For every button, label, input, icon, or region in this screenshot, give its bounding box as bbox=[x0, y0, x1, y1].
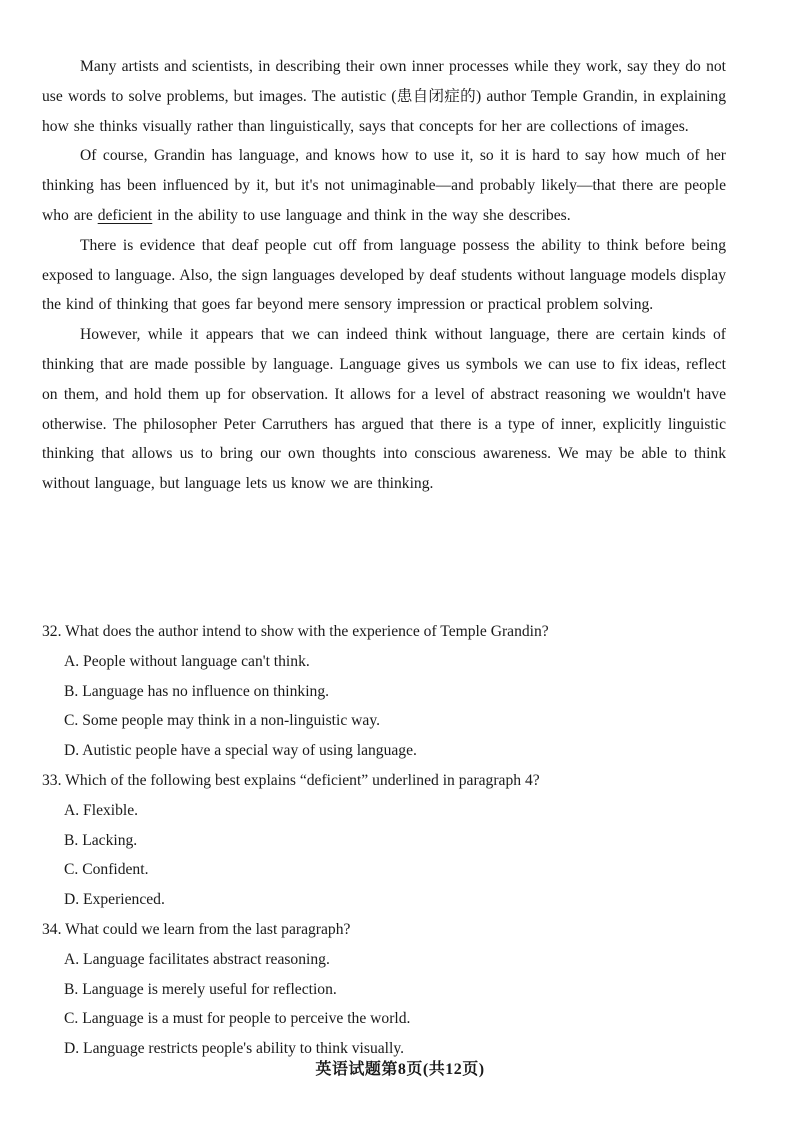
option-b: B. Language has no influence on thinking. bbox=[64, 682, 330, 700]
option-b: B. Lacking. bbox=[64, 831, 138, 849]
option-b: B. Language is merely useful for reflection. bbox=[64, 980, 337, 998]
option-c: C. Some people may think in a non-linguistic way. bbox=[64, 712, 381, 730]
paragraph-2 bbox=[42, 141, 726, 230]
question-34 bbox=[42, 915, 732, 1064]
page-footer: 英语试题第8页(共12页) bbox=[315, 1061, 485, 1078]
option-a: A. Language facilitates abstract reasoning. bbox=[64, 950, 330, 968]
underlined-word-deficient: deficient bbox=[97, 206, 153, 224]
paragraph-3: There is evidence that deaf people cut off from language possess the ability to think before being exposed to language. Also, the sign languages developed by deaf students without language models display the kind of thinking that goes far beyond mere sensory impression or practical problem solving. bbox=[42, 236, 726, 314]
paragraph-2-text-b: in the ability to use language and think in the way she describes. bbox=[152, 206, 571, 224]
paragraph-1: Many artists and scientists, in describing their own inner processes while they work, say they do not use words to solve problems, but images. The autistic (患自闭症的) author Temple Grandin, in explaining how she thinks visually rather than linguistically, says that concepts for her are collections of images. bbox=[42, 58, 726, 135]
option-a: A. Flexible. bbox=[64, 801, 139, 819]
option-a: A. People without language can't think. bbox=[64, 652, 310, 670]
question-32 bbox=[42, 617, 732, 766]
question-stem: 33. Which of the following best explains “deficient” underlined in paragraph 4? bbox=[42, 771, 540, 789]
question-33 bbox=[42, 766, 732, 915]
option-c: C. Confident. bbox=[64, 861, 149, 879]
paragraph-2-text-a: Of course, Grandin has language, and knows how to use it, so it is hard to say how much of her thinking has been influenced by it, but it's not unimaginable—and probably likely—that there are people who are bbox=[42, 147, 726, 224]
paragraph-4: However, while it appears that we can indeed think without language, there are certain kinds of thinking that are made possible by language. Language gives us symbols we can use to fix ideas, reflect on them, and hold them up for observation. It allows for a level of abstract reasoning we wouldn't have otherwise. The philosopher Peter Carruthers has argued that there is a type of inner, explicitly linguistic thinking that allows us to bring our own thoughts into conscious awareness. We may be able to think without language, but language lets us know we are thinking. bbox=[42, 326, 726, 493]
question-stem: 34. What could we learn from the last paragraph? bbox=[42, 920, 351, 938]
option-d: D. Experienced. bbox=[64, 891, 165, 909]
question-list bbox=[42, 617, 732, 1064]
option-d: D. Language restricts people's ability to think visually. bbox=[64, 1040, 405, 1058]
option-d: D. Autistic people have a special way of using language. bbox=[64, 742, 417, 760]
question-stem: 32. What does the author intend to show with the experience of Temple Grandin? bbox=[42, 623, 549, 640]
reading-passage bbox=[42, 52, 726, 499]
option-c: C. Language is a must for people to perceive the world. bbox=[64, 1010, 411, 1028]
